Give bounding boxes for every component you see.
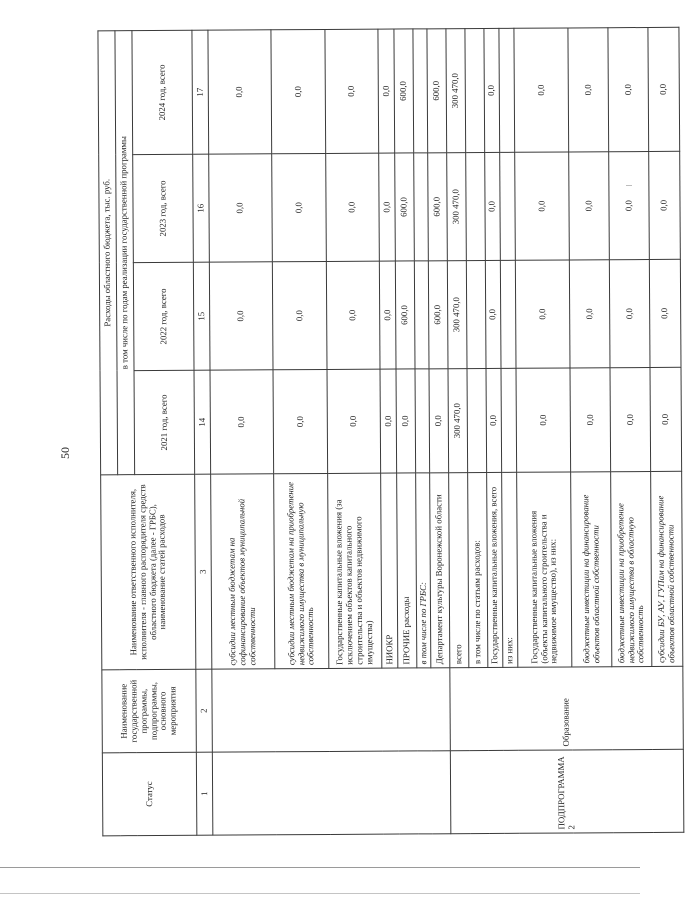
page-number: 50 — [58, 447, 72, 459]
value-2023: 600,0 — [428, 153, 448, 261]
value-2024: 0,0 — [208, 30, 272, 154]
expense-item-label: в том числе по ГРБС: — [416, 473, 431, 668]
expense-item-label: из них: — [502, 472, 518, 667]
expense-item-label: Государственные капитальные вложения, всего — [487, 472, 503, 667]
expense-item-label: ПРОЧИЕ расходы — [397, 473, 417, 668]
value-2024: 0,0 — [325, 29, 379, 153]
value-2022: 0,0 — [485, 260, 501, 368]
value-2024 — [465, 28, 485, 152]
value-2021: 0,0 — [327, 369, 381, 473]
value-2022 — [466, 260, 486, 368]
subprogram-status: ПОДПРОГРАММА 2 — [450, 749, 684, 833]
value-2024 — [413, 29, 428, 153]
budget-table — [97, 27, 684, 837]
column-number: 2 — [196, 669, 213, 752]
value-2023: 0,0 — [485, 152, 501, 260]
value-2021 — [467, 368, 487, 472]
value-2023: 0,0 — [515, 152, 570, 260]
value-2021: 0,0 — [380, 369, 397, 473]
value-2021: 0,0 — [516, 368, 571, 472]
program-name-cell-empty — [212, 668, 451, 752]
column-number: 14 — [194, 370, 211, 474]
header-year-2023: 2023 год, всего — [133, 154, 194, 262]
header-executor: Наименование ответственного исполнителя, исполнителя - главного распорядителя средств областного бюджета (далее - ГРБС), наименование статей расходов — [101, 474, 196, 670]
expense-item-label: субсидии БУ, АУ, ГУПам на финансирование объектов областной собственности — [651, 471, 683, 666]
value-2021: 0,0 — [396, 369, 416, 473]
value-2023: 0,0 — [272, 153, 327, 261]
column-number: 17 — [192, 30, 209, 154]
value-2024: 0,0 — [378, 29, 395, 153]
expense-item-label: бюджетные инвестиции на приобретение недвижимого имущества в областную собственность — [611, 471, 652, 666]
value-2024: 300 470,0 — [446, 29, 466, 153]
value-2022: 0,0 — [326, 261, 380, 369]
column-number: 15 — [193, 262, 210, 370]
value-2023: 300 470,0 — [447, 153, 467, 261]
value-2022: 0,0 — [209, 262, 273, 370]
table-row — [208, 30, 276, 835]
header-by-years: в том числе по годам реализации государственной программы — [115, 31, 135, 475]
value-2024: 0,0 — [484, 28, 500, 152]
expense-item-label: Государственные капитальные вложения (объекты капитального строительства и недвижимое имущество), из них: — [517, 472, 572, 667]
value-2022: 300 470,0 — [447, 261, 467, 369]
value-2022: 0,0 — [609, 259, 650, 367]
value-2021: 300 470,0 — [448, 369, 468, 473]
value-2022: 0,0 — [272, 261, 327, 369]
expense-item-label: НИОКР — [381, 473, 398, 668]
value-2024 — [499, 28, 515, 152]
value-2022: 600,0 — [395, 261, 415, 369]
header-status: Статус — [102, 752, 197, 836]
expense-item-label: в том числе по статьям расходов: — [468, 472, 488, 667]
header-year-2024: 2024 год, всего — [132, 30, 193, 154]
value-2023 — [466, 152, 486, 260]
status-cell-empty — [212, 751, 451, 835]
expense-item-label: всего — [449, 473, 469, 668]
value-2023: 0,0 — [609, 151, 650, 259]
value-2023: 0,0 — [326, 153, 380, 261]
header-program-name: Наименование государственной программы, подпрограммы, основного мероприятия — [102, 669, 197, 753]
value-2022: 0,0 — [569, 260, 610, 368]
value-2021: 0,0 — [486, 368, 502, 472]
value-2023 — [500, 152, 516, 260]
value-2024: 0,0 — [608, 27, 649, 151]
value-2022: 600,0 — [428, 261, 448, 369]
value-2023: 0,0 — [649, 151, 681, 259]
value-2023: 0,0 — [379, 153, 396, 261]
value-2023: 600,0 — [395, 153, 415, 261]
value-2022 — [500, 260, 516, 368]
column-number: 16 — [193, 154, 210, 262]
expense-item-label: Государственные капитальные вложения (за исключением объектов капитального строительства и объектов недвижимого имущества) — [328, 473, 382, 668]
value-2021: 0,0 — [210, 370, 274, 474]
expense-item-label: Департамент культуры Воронежской области — [430, 473, 450, 668]
value-2021: 0,0 — [650, 367, 682, 471]
expense-item-label: бюджетные инвестиции на финансирование объектов областной собственности — [571, 472, 612, 667]
header-year-2021: 2021 год, всего — [134, 370, 195, 474]
header-budget: Расходы областного бюджета, тыс. руб. — [98, 31, 118, 475]
value-2021 — [501, 368, 517, 472]
header-year-2022: 2022 год, всего — [133, 262, 194, 370]
value-2021: 0,0 — [273, 369, 328, 473]
table-frame — [97, 28, 677, 836]
value-2024: 0,0 — [514, 28, 569, 152]
value-2023: 0,0 — [569, 152, 610, 260]
value-2021: 0,0 — [429, 369, 449, 473]
subprogram-name: Образование — [450, 666, 684, 750]
column-number: 1 — [196, 752, 213, 835]
value-2022: 0,0 — [649, 259, 681, 367]
value-2024: 0,0 — [568, 28, 609, 152]
value-2022 — [414, 261, 429, 369]
value-2024: 0,0 — [648, 27, 680, 151]
value-2024: 600,0 — [394, 29, 414, 153]
value-2022: 0,0 — [515, 260, 570, 368]
value-2023 — [414, 153, 429, 261]
rotated-table-wrapper — [97, 28, 677, 836]
value-2023: 0,0 — [209, 154, 273, 262]
value-2024: 600,0 — [427, 29, 447, 153]
value-2021: 0,0 — [610, 367, 651, 471]
expense-item-label: субсидии местным бюджетам на приобретение недвижимого имущества в муниципальную собственность — [274, 473, 329, 668]
column-number: 3 — [195, 474, 212, 669]
value-2021: 0,0 — [570, 368, 611, 472]
value-2021 — [415, 369, 430, 473]
table-body — [208, 27, 684, 835]
value-2024: 0,0 — [271, 29, 326, 153]
value-2022: 0,0 — [379, 261, 396, 369]
expense-item-label: субсидии местным бюджетам на софинансирование объектов муниципальной собственности — [211, 474, 275, 669]
